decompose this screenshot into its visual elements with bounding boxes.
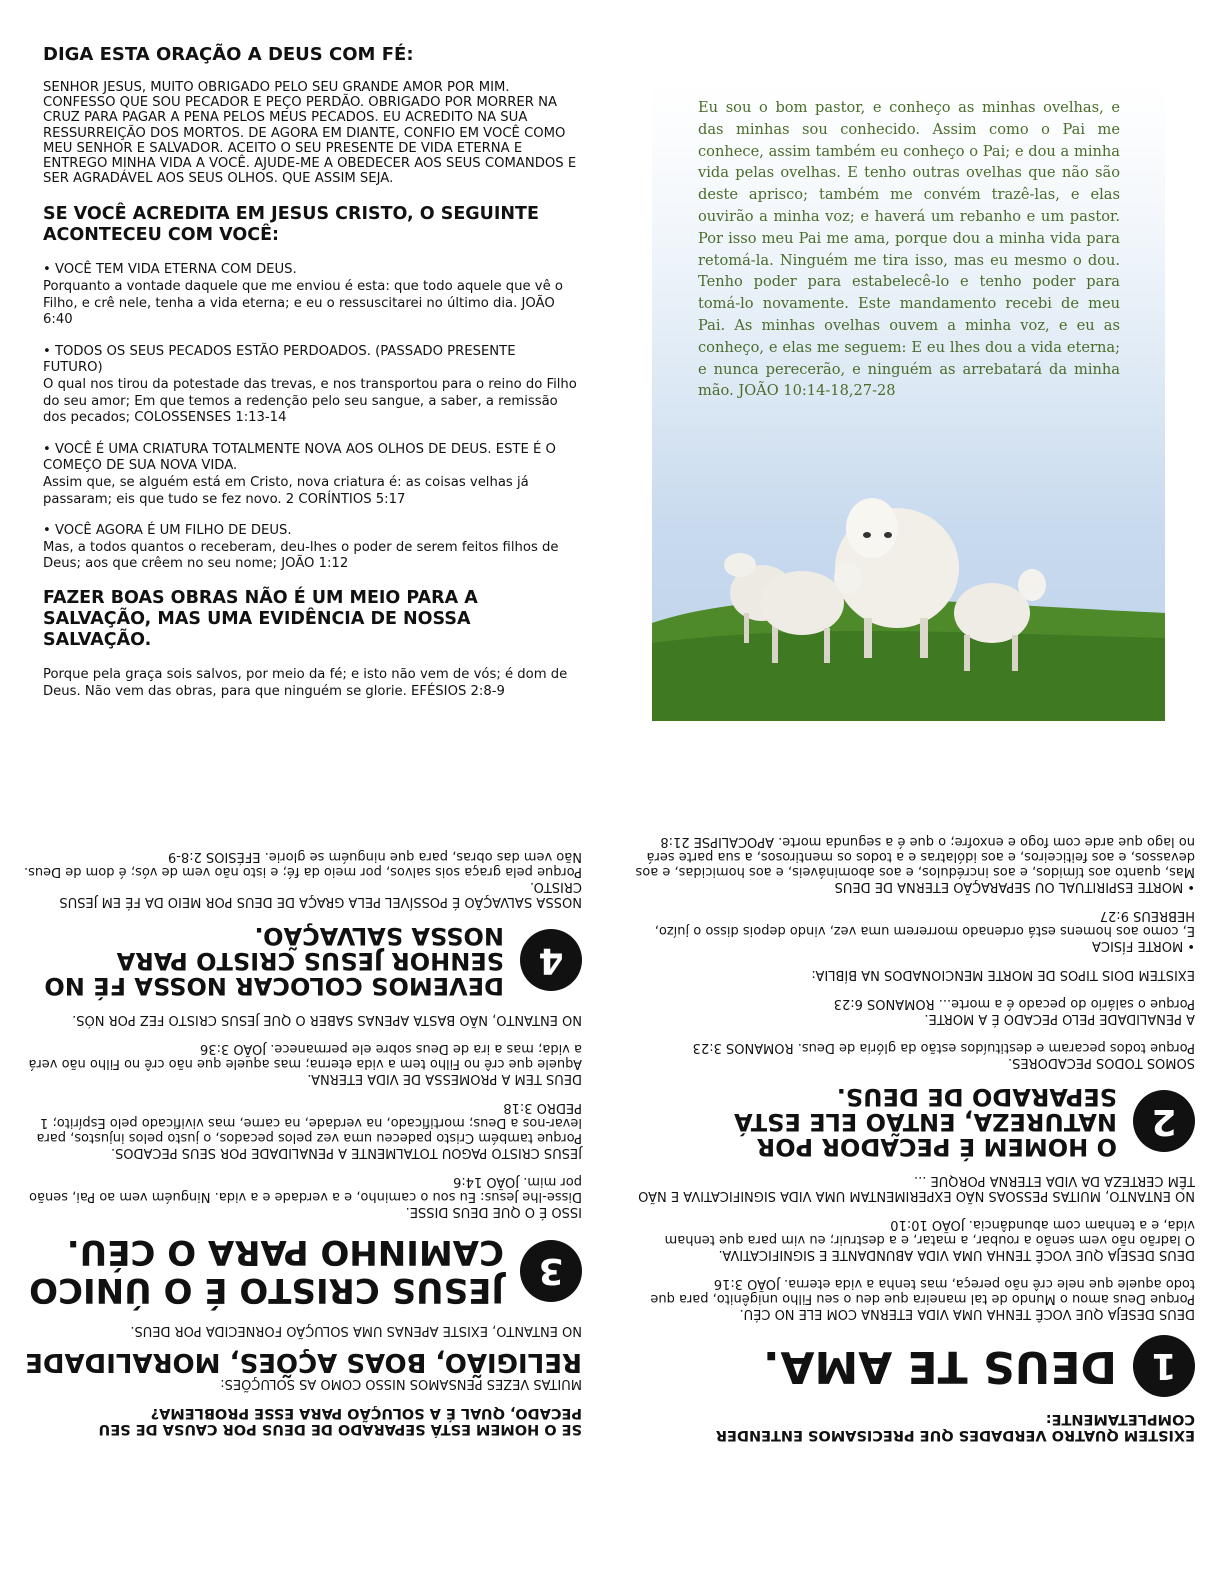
believe-item-lead: • VOCÊ AGORA É UM FILHO DE DEUS. (43, 523, 292, 539)
section-verse: Porque também Cristo padeceu uma vez pelos pecados, o justo pelos injustos, para levar-nos a Deus; mortificado, na verdade, na carne, mas vivificado pelo Espírito; 1 PEDRO 3:18 (36, 1100, 582, 1145)
prayer-heading: DIGA ESTA ORAÇÃO A DEUS COM FÉ: (43, 44, 414, 65)
four-truths-panel-1 (630, 820, 1195, 1443)
section-number-badge: 3 (520, 1240, 582, 1302)
prayer-text: SENHOR JESUS, MUITO OBRIGADO PELO SEU GRANDE AMOR POR MIM. CONFESSO QUE SOU PECADOR E PEÇO PERDÃO. OBRIGADO POR MORRER NA CRUZ PARA PAGAR A PENA PELOS MEUS PECADOS. EU ACREDITO NA SUA RESSURREIÇÃO DOS MORTOS. DE AGORA EM DIANTE, CONFIO EM VOCÊ COMO MEU SENHOR E SALVADOR. ACEITO O SEU PRESENTE DE VIDA ETERNA E ENTREGO MINHA VIDA A VOCÊ. AJUDE-ME A OBEDECER AOS SEUS COMANDOS E SER AGRADÁVEL AOS SEUS OLHOS. QUE ASSIM SEJA. (43, 80, 577, 187)
section-point: DEUS DESEJA QUE VOCÊ TENHA UMA VIDA ABUNDANTE E SIGNIFICATIVA. (718, 1247, 1195, 1262)
section-point: DEUS TEM A PROMESSA DE VIDA ETERNA. (307, 1071, 582, 1086)
believe-item-text: O qual nos tirou da potestade das trevas, e nos transportou para o reino do Filho do seu amor; Em que temos a redenção pelo seu sangue, a saber, a remissão dos pecados; COLOSSENSES 1:13-14 (43, 376, 577, 426)
section-number-badge: 4 (520, 930, 582, 992)
section-title: O HOMEM É PECADOR POR NATUREZA, ENTÃO ELE ESTÁ SEPARADO DE DEUS. (734, 1083, 1117, 1161)
section-verse: O ladrão não vem senão a roubar, a matar, e a destruir; eu vim para que tenham vida, e a tenham com abundância. JOÃO 10:10 (664, 1217, 1195, 1247)
four-truths-intro: EXISTEM QUATRO VERDADES QUE PRECISAMOS ENTENDER COMPLETAMENTE: (715, 1411, 1195, 1443)
section-verse: E, como aos homens está ordenado morrerem uma vez, vindo depois disso o juízo, HEBREUS 9:27 (654, 908, 1195, 938)
section-point: NO ENTANTO, NÃO BASTA APENAS SABER O QUE JESUS CRISTO FEZ POR NÓS. (72, 1012, 582, 1027)
section-verse: Aquele que crê no Filho tem a vida eterna; mas aquele que não crê no Filho não verá a vida; mas a ira de Deus sobre ele permanece. JOÃO 3:36 (28, 1041, 582, 1071)
works-heading: FAZER BOAS OBRAS NÃO É UM MEIO PARA A SALVAÇÃO, MAS UMA EVIDÊNCIA DE NOSSA SALVAÇÃO. (43, 587, 478, 650)
believe-item-text: Assim que, se alguém está em Cristo, nova criatura é: as coisas velhas já passaram; eis que tudo se fez novo. 2 CORÍNTIOS 5:17 (43, 474, 529, 507)
section-verse: Porque o salário do pecado é a morte... ROMANOS 6:23 (833, 996, 1195, 1011)
works-text: Porque pela graça sois salvos, por meio da fé; e isto não vem de vós; é dom de Deus. Não vem das obras, para que ninguém se glorie. EFÉSIOS 2:8-9 (43, 666, 568, 699)
sheep-photo-panel (652, 83, 1165, 721)
solution-intro: SE O HOMEM ESTÁ SEPARADO DE DEUS POR CAUSA DE SEU PECADO, QUAL É A SOLUÇÃO PARA ESSE PROBLEMA? (98, 1405, 582, 1437)
section-point: ISSO É O QUE DEUS DISSE. (405, 1204, 582, 1219)
section-point: SOMOS TODOS PECADORES. (1007, 1055, 1195, 1070)
section-number-badge: 1 (1133, 1335, 1195, 1397)
section-verse: Disse-lhe Jesus: Eu sou o caminho, e a verdade e a vida. Ninguém vem ao Pai, senão por mim. JOÃO 14:6 (29, 1174, 582, 1204)
prayer-panel (43, 44, 578, 715)
section-point: DEUS DESEJA QUE VOCÊ TENHA UMA VIDA ETERNA COM ELE NO CÉU. (739, 1306, 1195, 1321)
believe-item-lead: • TODOS OS SEUS PECADOS ESTÃO PERDOADOS. (PASSADO PRESENTE FUTURO) (43, 343, 516, 376)
solution-point: NO ENTANTO, EXISTE APENAS UMA SOLUÇÃO FORNECIDA POR DEUS. (130, 1323, 582, 1338)
section-point: • MORTE FÍSICA (1092, 938, 1195, 953)
believe-item (43, 523, 578, 573)
section-title: DEUS TE AMA. (762, 1341, 1117, 1392)
believe-item-lead: • VOCÊ É UMA CRIATURA TOTALMENTE NOVA AOS OLHOS DE DEUS. ESTE É O COMEÇO DE SUA NOVA VIDA. (43, 441, 556, 474)
section-3-header (22, 1233, 582, 1309)
false-solutions: RELIGIÃO, BOAS AÇÕES, MORALIDADE (25, 1347, 582, 1377)
solution-point: MUITAS VEZES PENSAMOS NISSO COMO AS SOLUÇÕES: (220, 1376, 582, 1391)
section-point: NO ENTANTO, MUITAS PESSOAS NÃO EXPERIMENTAM UMA VIDA SIGNIFICATIVA E NÃO TÊM CERTEZA DA VIDA ETERNA PORQUE ... (638, 1173, 1195, 1203)
verse-text: Eu sou o bom pastor, e conheço as minhas ovelhas, e das minhas sou conhecido. Assim como o Pai me conhece, assim também eu conheço o Pai; e dou a minha vida pelas ovelhas. E tenho outras ovelhas que não são deste aprisco; também me convém trazê-las, e elas ouvirão a minha voz; e haverá um rebanho e um pastor. Por isso meu Pai me ama, porque dou a minha vida para retomá-la. Ninguém me tira isso, mas eu mesmo o dou. Tenho poder para estabelecê-lo e tenho poder para tomá-lo novamente. Este mandamento recebi de meu Pai. As minhas ovelhas ouvem a minha voz, e eu as conheço, e elas me seguem: E eu lhes dou a vida eterna; e nunca perecerão, e ninguém as arrebatará da minha mão. JOÃO 10:14-18,27-28 (698, 99, 1120, 400)
believe-item-lead: • VOCÊ TEM VIDA ETERNA COM DEUS. (43, 262, 297, 278)
sheep-illustration (652, 453, 1165, 721)
believe-item (43, 262, 578, 328)
section-4-header (22, 923, 582, 998)
section-verse: Porque todos pecaram e destituídos estão da glória de Deus. ROMANOS 3:23 (692, 1040, 1195, 1055)
section-point: A PENALIDADE PELO PECADO É A MORTE. (924, 1011, 1195, 1026)
section-verse: Porque Deus amou o Mundo de tal maneira que deu o seu Filho unigênito, para que todo aquele que nele crê não pereça, mas tenha a vida eterna. JOÃO 3:16 (650, 1276, 1195, 1306)
believe-heading: SE VOCÊ ACREDITA EM JESUS CRISTO, O SEGUINTE ACONTECEU COM VOCÊ: (43, 204, 539, 246)
section-point: NOSSA SALVAÇÃO É POSSÍVEL PELA GRAÇA DE DEUS POR MEIO DA FÉ EM JESUS CRISTO. (59, 879, 582, 909)
section-1-header (630, 1335, 1195, 1397)
believe-item-text: Porquanto a vontade daquele que me enviou é esta: que todo aquele que vê o Filho, e crê nele, tenha a vida eterna; e eu o ressuscitarei no último dia. JOÃO 6:40 (43, 279, 563, 328)
section-2-header (630, 1084, 1195, 1159)
section-title: JESUS CRISTO É O ÚNICO CAMINHO PARA O CÉU. (29, 1232, 504, 1310)
section-point: JESUS CRISTO PAGOU TOTALMENTE A PENALIDADE POR SEUS PECADOS. (110, 1145, 582, 1160)
believe-item (43, 442, 578, 508)
section-number-badge: 2 (1133, 1091, 1195, 1153)
believe-item-text: Mas, a todos quantos o receberam, deu-lhes o poder de serem feitos filhos de Deus; aos que crêem no seu nome; JOÃO 1:12 (43, 539, 559, 572)
lamb (760, 571, 844, 635)
section-point: • MORTE ESPIRITUAL OU SEPARAÇÃO ETERNA DE DEUS (834, 879, 1195, 894)
section-title: DEVEMOS COLOCAR NOSSA FÉ NO SENHOR JESUS CRISTO PARA NOSSA SALVAÇÃO. (44, 922, 504, 1000)
section-verse: Porque pela graça sois salvos, por meio da fé; e isto não vem de vós; é dom de Deus. Não vem das obras, para que ninguém se glorie. EFÉSIOS 2:8-9 (23, 849, 582, 879)
section-verse: Mas, quanto aos tímidos, e aos incrédulos, e aos abomináveis, e aos homicidas, e aos devassos, e aos feiticeiros, e aos idólatras e a todos os mentirosos, a sua parte será no lago que arde com fogo e enxofre; o que é a segunda morte. APOCALIPSE 21:8 (635, 834, 1195, 879)
four-truths-panel-2 (22, 835, 582, 1437)
lamb (954, 583, 1030, 643)
believe-item (43, 344, 578, 427)
section-point: EXISTEM DOIS TIPOS DE MORTE MENCIONADOS NA BÍBLIA: (811, 967, 1195, 982)
